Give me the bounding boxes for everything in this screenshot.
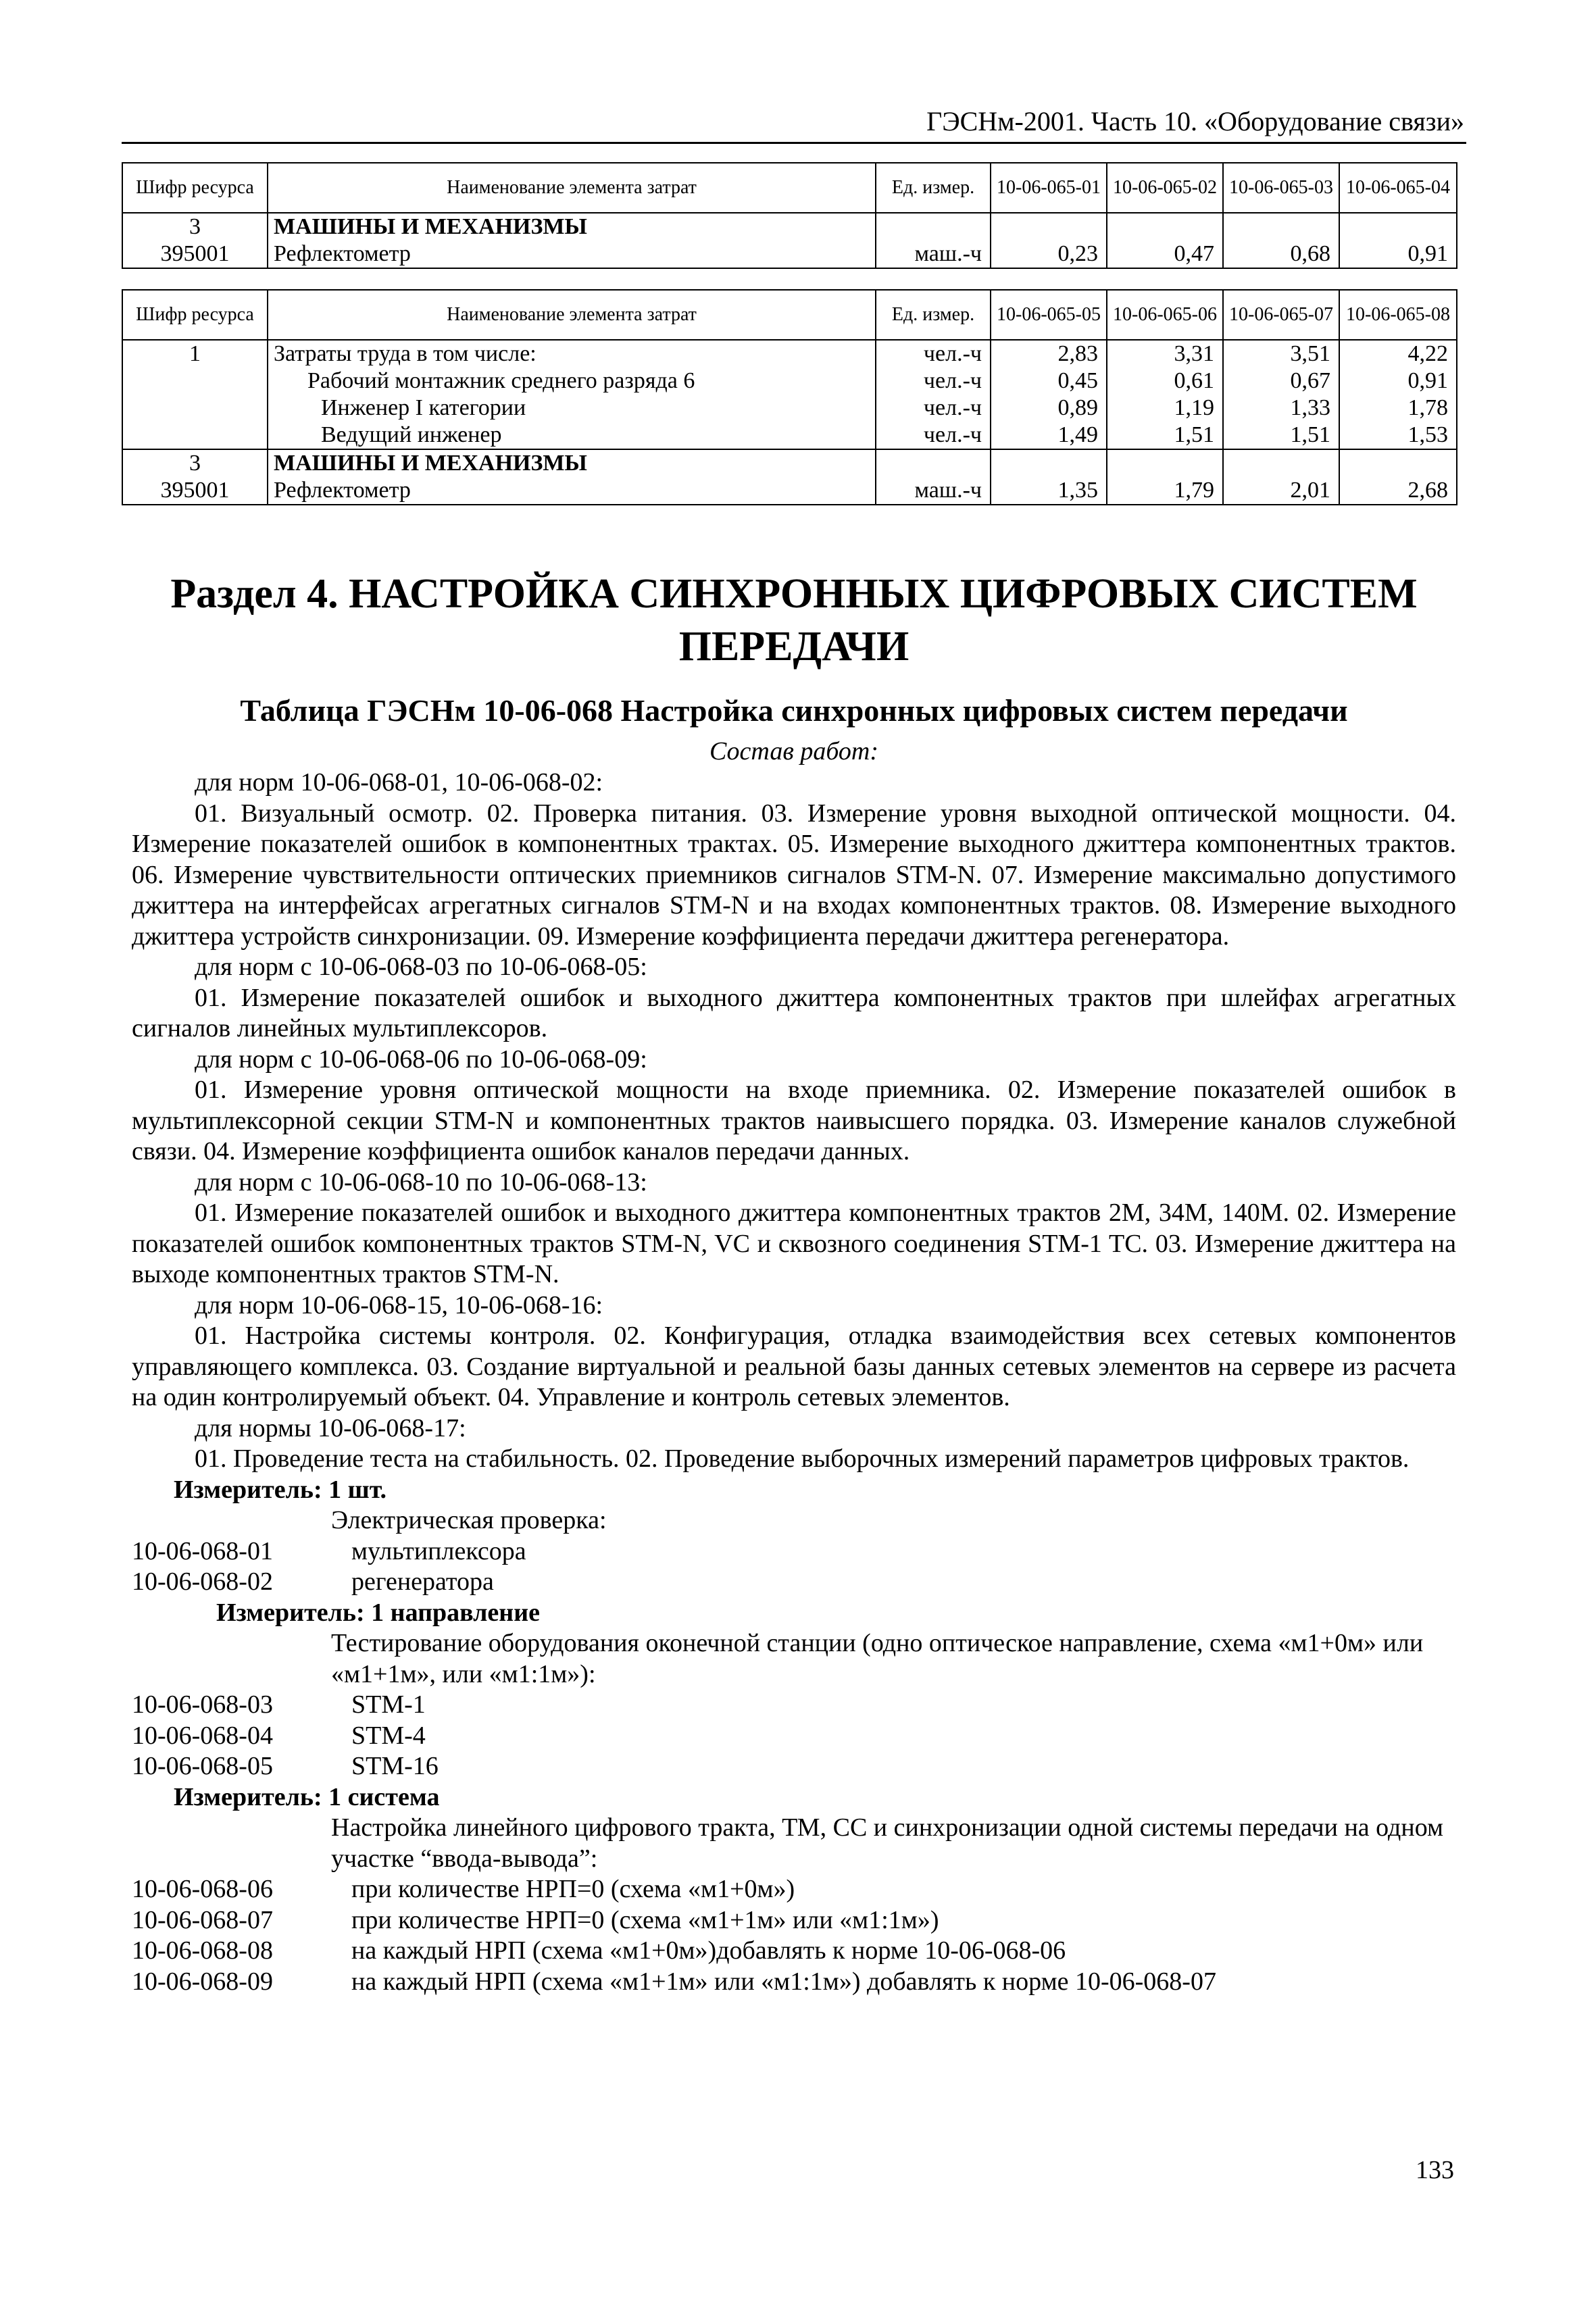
norm-item [132, 1536, 1456, 1567]
norm-code: 10-06-068-02 [132, 1567, 273, 1596]
table-row: 3 МАШИНЫ И МЕХАНИЗМЫ [122, 213, 1457, 241]
group-text: 01. Измерение уровня оптической мощности на входе приемника. 02. Измерение показателей ошибок в мультиплексорной секции STM-N и компонентных трактов наивысшего порядка. 03. Измерение каналов служебной связи. 04. Измерение коэффициента ошибок каналов передачи данных. [132, 1076, 1456, 1165]
norm-code: 10-06-068-05 [132, 1752, 273, 1780]
group-label: для нормы 10-06-068-17: [195, 1413, 466, 1442]
body-text [132, 768, 1456, 1997]
norm-code: 10-06-068-09 [132, 1967, 273, 1996]
meter-description: Тестирование оборудования оконечной станции (одно оптическое направление, схема «м1+0м» или «м1+1м», или «м1:1м»): [331, 1629, 1424, 1688]
norm-text: STM-16 [351, 1752, 439, 1780]
group-text: 01. Настройка системы контроля. 02. Конфигурация, отладка взаимодействия всех сетевых компонентов управляющего комплекса. 03. Создание виртуальной и реальной базы данных сетевых элементов на сервере из расчета на один контролируемый объект. 04. Управление и контроль сетевых элементов. [132, 1322, 1456, 1411]
table-row: 3 МАШИНЫ И МЕХАНИЗМЫ [122, 449, 1457, 477]
norms-table-065-01-04 [122, 162, 1457, 269]
header-col: 10-06-065-07 [1223, 290, 1339, 340]
norm-item [132, 1567, 1456, 1598]
table-title: Таблица ГЭСНм 10-06-068 Настройка синхронных цифровых систем передачи [240, 693, 1348, 728]
norm-item [132, 1967, 1456, 1998]
norm-text: мультиплексора [351, 1536, 526, 1565]
norms-table-065-05-08 [122, 289, 1457, 505]
norm-code: 10-06-068-03 [132, 1690, 273, 1719]
header-name: Наименование элемента затрат [268, 290, 876, 340]
table-row: Рабочий монтажник среднего разряда 6 чел.-ч 0,45 0,61 0,67 0,91 [122, 368, 1457, 395]
norm-code: 10-06-068-07 [132, 1905, 273, 1934]
header-rule [122, 142, 1466, 144]
group-label: для норм с 10-06-068-03 по 10-06-068-05: [195, 953, 647, 981]
group-text: 01. Визуальный осмотр. 02. Проверка питания. 03. Измерение уровня выходной оптической мощности. 04. Измерение показателей ошибок в компонентных трактах. 05. Измерение выходного джиттера компонентных трактов. 06. Измерение чувствительности оптических приемников сигналов STM-N. 07. Измерение максимально допустимого джиттера на интерфейсах агрегатных сигналов STM-N и на входах компонентных трактов. 08. Измерение выходного джиттера устройств синхронизации. 09. Измерение коэффициента передачи джиттера регенератора. [132, 799, 1456, 951]
header-unit: Ед. измер. [876, 290, 991, 340]
group-text: 01. Измерение показателей ошибок и выходного джиттера компонентных трактов при шлейфах агрегатных сигналов линейных мультиплексоров. [132, 983, 1456, 1042]
norm-code: 10-06-068-08 [132, 1936, 273, 1965]
group-text: 01. Измерение показателей ошибок и выходного джиттера компонентных трактов 2М, 34М, 140М. 02. Измерение показателей ошибок компонентных трактов STM-N, VC и сквозного соединения STM-1 TC. 03. Измерение джиттера на выходе компонентных трактов STM-N. [132, 1199, 1456, 1288]
section-title-line2: ПЕРЕДАЧИ [678, 624, 909, 670]
norm-text: при количестве НРП=0 (схема «м1+1м» или «м1:1м») [351, 1905, 939, 1934]
group-label: для норм с 10-06-068-06 по 10-06-068-09: [195, 1045, 647, 1074]
norm-text: регенератора [351, 1567, 494, 1596]
meter-description: Электрическая проверка: [331, 1506, 607, 1534]
norm-item [132, 1905, 1456, 1936]
table-row: 395001 Рефлектометр маш.-ч 1,35 1,79 2,01 2,68 [122, 477, 1457, 505]
norm-item [132, 1874, 1456, 1905]
page-number: 133 [1416, 2156, 1454, 2184]
section-title-line1: Раздел 4. НАСТРОЙКА СИНХРОННЫХ ЦИФРОВЫХ СИСТЕМ [170, 571, 1418, 617]
header-col: 10-06-065-05 [991, 290, 1107, 340]
running-header: ГЭСНм-2001. Часть 10. «Оборудование связи» [926, 106, 1464, 136]
table-row: 1 Затраты труда в том числе: чел.-ч 2,83 3,31 3,51 4,22 [122, 340, 1457, 368]
norm-item [132, 1751, 1456, 1782]
table-row: Инженер I категории чел.-ч 0,89 1,19 1,33 1,78 [122, 395, 1457, 422]
group-label: для норм 10-06-068-01, 10-06-068-02: [195, 768, 603, 797]
norm-text: STM-4 [351, 1721, 426, 1750]
norm-text: STM-1 [351, 1690, 426, 1719]
norm-code: 10-06-068-06 [132, 1875, 273, 1903]
header-col: 10-06-065-03 [1223, 163, 1339, 213]
header-code: Шифр ресурса [122, 163, 268, 213]
header-col: 10-06-065-08 [1339, 290, 1457, 340]
norm-item [132, 1936, 1456, 1967]
header-col: 10-06-065-04 [1339, 163, 1457, 213]
norm-text: на каждый НРП (схема «м1+0м»)добавлять к норме 10-06-068-06 [351, 1936, 1066, 1965]
header-col: 10-06-065-01 [991, 163, 1107, 213]
norm-text: на каждый НРП (схема «м1+1м» или «м1:1м») добавлять к норме 10-06-068-07 [351, 1967, 1216, 1996]
meter-description: Настройка линейного цифрового тракта, ТМ, СС и синхронизации одной системы передачи на одном участке “ввода-вывода”: [331, 1813, 1444, 1873]
meter-heading: Измеритель: 1 направление [216, 1598, 540, 1627]
norm-code: 10-06-068-01 [132, 1536, 273, 1565]
header-unit: Ед. измер. [876, 163, 991, 213]
meter-heading: Измеритель: 1 шт. [174, 1475, 387, 1504]
header-col: 10-06-065-02 [1107, 163, 1223, 213]
meter-heading: Измеритель: 1 система [174, 1782, 440, 1811]
group-label: для норм с 10-06-068-10 по 10-06-068-13: [195, 1167, 647, 1197]
header-code: Шифр ресурса [122, 290, 268, 340]
norm-item [132, 1721, 1456, 1752]
norm-text: при количестве НРП=0 (схема «м1+0м») [351, 1875, 795, 1903]
composition-label: Состав работ: [709, 737, 879, 765]
header-name: Наименование элемента затрат [268, 163, 876, 213]
table-row: Ведущий инженер чел.-ч 1,49 1,51 1,51 1,53 [122, 422, 1457, 449]
norm-code: 10-06-068-04 [132, 1721, 273, 1750]
header-col: 10-06-065-06 [1107, 290, 1223, 340]
group-label: для норм 10-06-068-15, 10-06-068-16: [195, 1290, 603, 1319]
table-header-row [122, 290, 1457, 340]
group-text: 01. Проведение теста на стабильность. 02. Проведение выборочных измерений параметров цифровых трактов. [195, 1444, 1410, 1473]
table-row: 395001 Рефлектометр маш.-ч 0,23 0,47 0,68 0,91 [122, 241, 1457, 268]
table-header-row [122, 163, 1457, 213]
section-title [122, 568, 1466, 673]
norm-item [132, 1690, 1456, 1721]
